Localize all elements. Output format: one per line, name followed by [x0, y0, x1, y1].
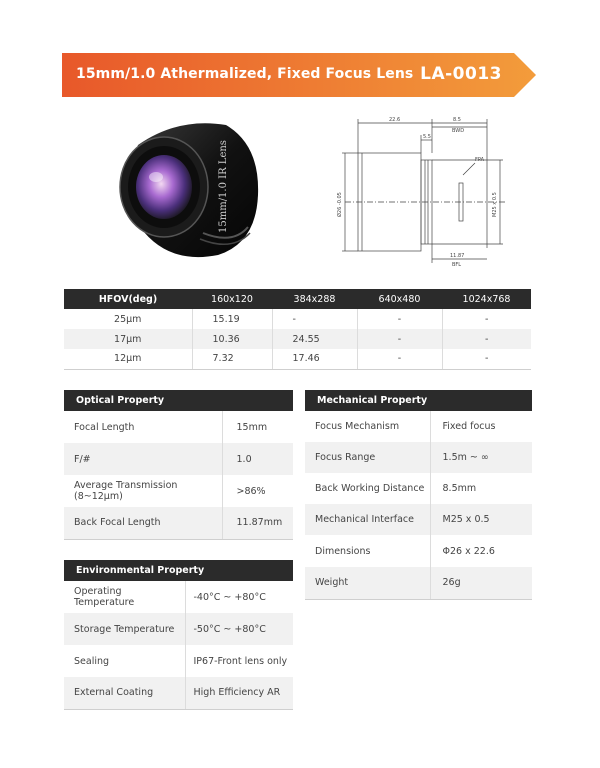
hfov-value: - [357, 329, 442, 349]
dim-bfl-label: BFL [452, 262, 462, 268]
pixel-pitch: 12μm [64, 349, 192, 369]
table-row [64, 475, 293, 507]
dim-diameter: Ø26 -0.05 [337, 192, 343, 217]
property-value: M25 x 0.5 [430, 504, 532, 535]
table-row [64, 507, 293, 539]
property-value: Φ26 x 22.6 [442, 545, 495, 557]
lens-photo [108, 115, 268, 265]
product-title: 15mm/1.0 Athermalized, Fixed Focus Lens [76, 66, 414, 82]
hfov-header-cell: 640x480 [357, 289, 442, 309]
header-banner [62, 53, 536, 97]
optical-property-table [64, 390, 293, 540]
hfov-header-cell: 160x120 [192, 289, 272, 309]
dim-thread-width: 5.5 [423, 134, 431, 140]
table-row [305, 411, 532, 442]
hfov-value: 10.36 [192, 329, 272, 349]
mechanical-property-table [305, 390, 532, 600]
property-name: Average Transmission (8~12μm) [64, 475, 222, 507]
hfov-header-row [64, 289, 531, 309]
hfov-value: 15.19 [192, 309, 272, 329]
property-name: Back Working Distance [305, 473, 430, 504]
property-name: External Coating [64, 677, 185, 709]
hfov-value: 7.32 [192, 349, 272, 369]
property-value: 8.5mm [442, 483, 477, 494]
table-row [64, 329, 531, 349]
hfov-header-cell: 1024x768 [442, 289, 531, 309]
table-row [64, 613, 293, 645]
pixel-pitch: 25μm [64, 309, 192, 329]
section-title: Optical Property [64, 390, 293, 411]
hfov-value: - [442, 349, 531, 369]
property-value: IP67-Front lens only [193, 655, 288, 667]
property-name: Focal Length [64, 411, 222, 443]
table-row [64, 677, 293, 709]
property-value: >86% [236, 485, 266, 497]
hfov-header-cell: 384x288 [272, 289, 357, 309]
dim-length: 22.6 [389, 117, 401, 123]
pixel-pitch: 17μm [64, 329, 192, 349]
table-row [305, 504, 532, 535]
table-row [305, 473, 532, 504]
property-value: 1.5m ~ ∞ [430, 442, 532, 473]
property-name: Operating Temperature [64, 581, 185, 613]
technical-drawing [325, 113, 525, 271]
dim-thread: M25 x 0.5 [492, 192, 498, 217]
hfov-value: 24.55 [272, 329, 357, 349]
hfov-value: - [485, 313, 489, 325]
property-name: Sealing [64, 645, 185, 677]
hfov-table [64, 289, 531, 370]
table-row [305, 442, 532, 473]
property-name: Focus Mechanism [305, 411, 430, 442]
table-row [64, 443, 293, 475]
hfov-value: 17.46 [272, 349, 357, 369]
table-row [64, 349, 531, 369]
environmental-property-table [64, 560, 293, 710]
lens-engraving: 15mm/1.0 IR Lens [218, 140, 229, 233]
hfov-header-cell: HFOV(deg) [64, 289, 192, 309]
section-title: Environmental Property [64, 560, 293, 581]
property-value: 11.87mm [222, 507, 293, 539]
property-name: Back Focal Length [64, 507, 222, 539]
property-value: 1.0 [222, 443, 293, 475]
property-name: Weight [305, 567, 430, 599]
dim-bwd-label: BWD [452, 128, 465, 134]
property-value: -50°C ~ +80°C [185, 613, 293, 645]
property-name: Dimensions [305, 535, 430, 567]
property-name: Mechanical Interface [305, 504, 430, 535]
property-value: High Efficiency AR [185, 677, 293, 709]
table-row [64, 645, 293, 677]
property-name: Storage Temperature [64, 613, 185, 645]
property-name: F/# [64, 443, 222, 475]
hfov-value: - [357, 349, 442, 369]
hfov-value: - [442, 329, 531, 349]
property-value: Fixed focus [442, 421, 496, 432]
dim-bwd: 8.5 [453, 117, 461, 123]
table-row [305, 567, 532, 599]
table-row [64, 411, 293, 443]
dim-bfl: 11.87 [450, 253, 465, 259]
hfov-value: - [272, 309, 357, 329]
table-row [305, 535, 532, 567]
property-value: -40°C ~ +80°C [193, 591, 266, 603]
table-row [64, 581, 293, 613]
dim-fpa: FPA [475, 157, 484, 163]
hfov-value: - [357, 309, 442, 329]
product-code: LA-0013 [420, 64, 502, 84]
section-title: Mechanical Property [305, 390, 532, 411]
property-value: 26g [430, 567, 532, 599]
table-row [64, 309, 531, 329]
property-value: 15mm [236, 421, 268, 433]
property-name: Focus Range [305, 442, 430, 473]
